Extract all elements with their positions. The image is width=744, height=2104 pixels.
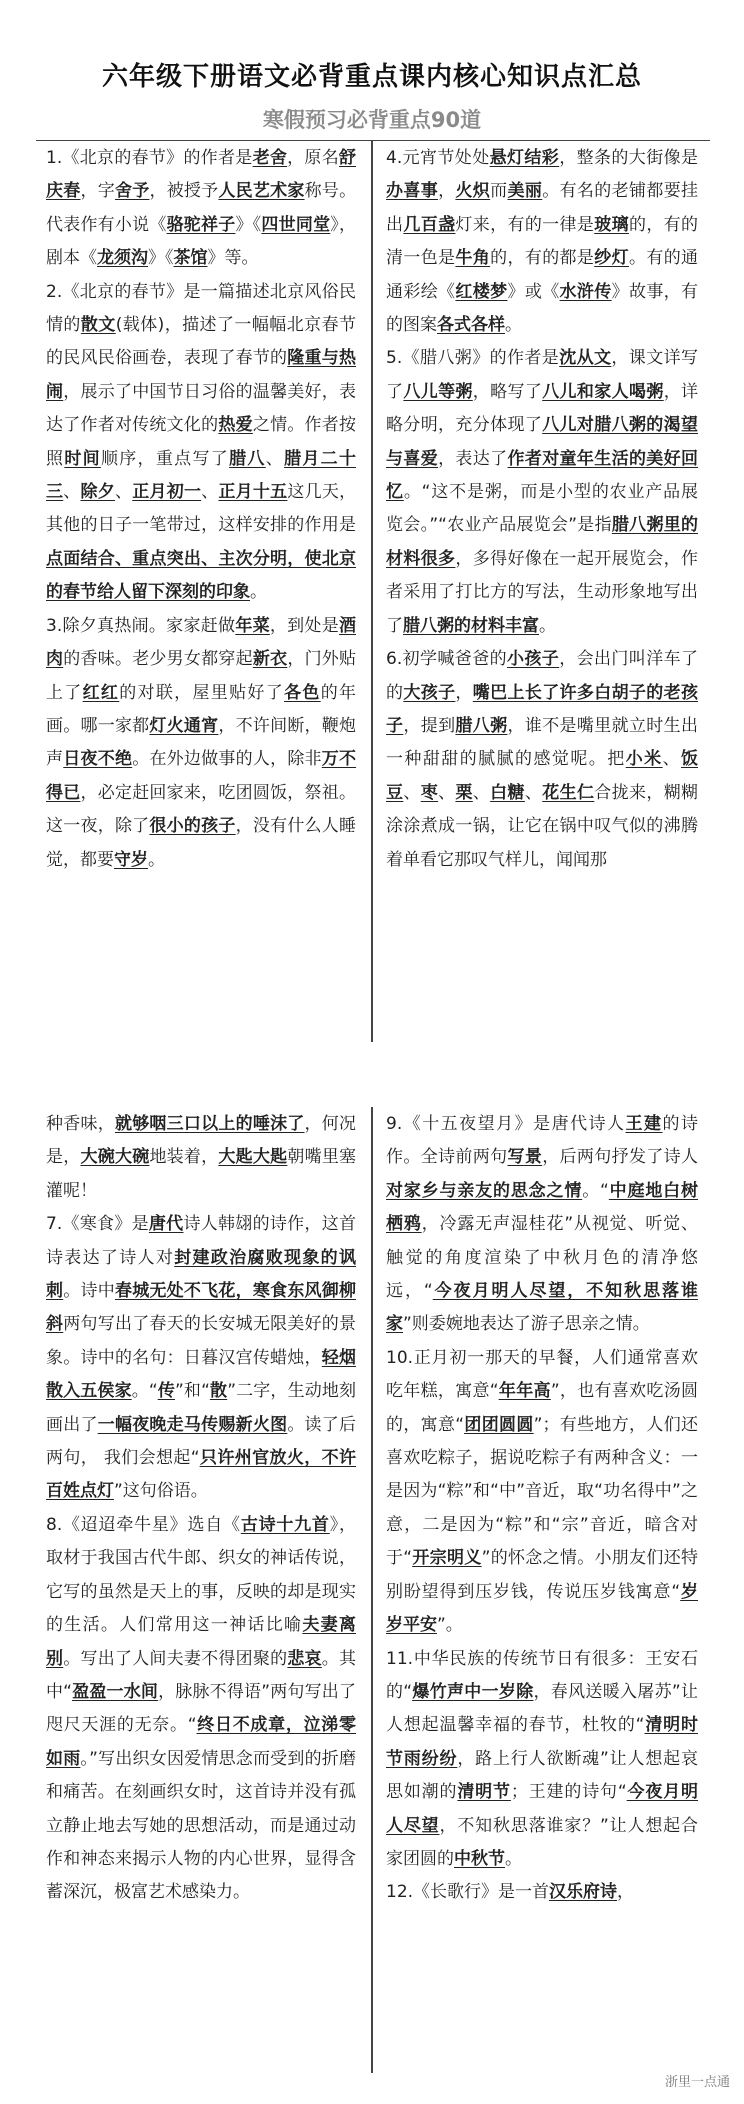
paragraph bbox=[386, 142, 698, 342]
key-point: 红红 bbox=[82, 682, 120, 703]
text-run: 》等。 bbox=[207, 248, 259, 269]
text-run: ，原名 bbox=[287, 148, 339, 168]
text-run: ， bbox=[438, 181, 456, 202]
text-run: 、 bbox=[472, 782, 491, 803]
key-point: 大孩子 bbox=[403, 682, 456, 703]
text-run: 。读了后两句， 我们会想起“ bbox=[46, 1414, 357, 1469]
text-run: 、 bbox=[265, 448, 285, 469]
key-point: 正月十五 bbox=[218, 482, 288, 503]
text-run: 。有名的老铺都要挂出 bbox=[386, 181, 699, 235]
key-point: 老舍 bbox=[252, 148, 288, 168]
key-point: 几百盏 bbox=[403, 214, 456, 235]
key-point: 盈盈一水间 bbox=[72, 1681, 159, 1702]
key-point: 古诗十九首 bbox=[240, 1514, 330, 1535]
key-point: 各色 bbox=[284, 682, 321, 703]
text-run: 。有的通通彩绘《 bbox=[386, 248, 699, 302]
key-point: 时间 bbox=[64, 448, 101, 469]
text-run: ，不知秋思落谁家？”让人想起合家团圆的 bbox=[386, 1815, 699, 1869]
text-run: 5.《腊八粥》的作者是 bbox=[386, 348, 560, 369]
text-run: 。“ bbox=[582, 1180, 609, 1201]
text-run: 。 bbox=[250, 582, 267, 603]
text-run: ，没有什么人睡觉，都要 bbox=[46, 816, 357, 870]
text-run: ”和“ bbox=[174, 1381, 210, 1402]
text-run: 而 bbox=[490, 181, 508, 202]
text-run: ，会出门叫洋车了的 bbox=[386, 649, 699, 703]
text-run: 2.《北京的春节》是一篇描述北京风俗民情的 bbox=[46, 281, 356, 336]
text-run: 、 bbox=[662, 749, 681, 770]
text-run: 诗人韩翃的诗作，这首诗表达了诗人对 bbox=[46, 1214, 356, 1268]
key-point: 火炽 bbox=[455, 181, 491, 202]
key-point: 守岁 bbox=[114, 849, 148, 870]
text-run: 地装着， bbox=[149, 1147, 219, 1168]
key-point: 骆驼祥子 bbox=[166, 214, 236, 235]
text-run: ，门外贴上了 bbox=[46, 649, 357, 703]
text-run: ，不许间断，鞭炮声 bbox=[46, 715, 357, 770]
text-run: ”则委婉地表达了游子思亲之情。 bbox=[403, 1314, 650, 1335]
text-run: 。 bbox=[505, 1848, 522, 1869]
key-point: 人民艺术家 bbox=[218, 181, 305, 202]
key-point: 热爱 bbox=[218, 415, 253, 436]
page-break-gap bbox=[0, 1042, 744, 1107]
text-run: 11.中华民族的传统节日有很多：王安石的“ bbox=[386, 1648, 698, 1702]
text-run: 、 bbox=[438, 782, 456, 803]
text-run: ，后两句抒发了诗人 bbox=[542, 1147, 699, 1168]
text-run: 灯来，有的一律是 bbox=[455, 214, 595, 235]
key-point: 点面结合、重点突出、主次分明，使北京的春节给人留下深刻的印象 bbox=[46, 548, 356, 603]
text-run: 》《 bbox=[148, 248, 174, 269]
key-point: 灯火通宵 bbox=[149, 715, 219, 736]
text-run: 。“这不是粥，而是小型的农业产品展览会。”“农业产品展览会”是指 bbox=[386, 482, 699, 536]
key-point: 年菜 bbox=[235, 615, 270, 636]
text-run: ， bbox=[455, 682, 473, 703]
text-run: 朝嘴里塞灌呢！ bbox=[46, 1147, 357, 1201]
text-run: 。写出了人间夫妻不得团聚的 bbox=[63, 1648, 288, 1669]
key-point: 枣 bbox=[420, 782, 439, 803]
key-point: 纱灯 bbox=[594, 248, 629, 269]
text-run: ，详略分明，充分体现了 bbox=[386, 381, 699, 436]
text-run: 的对联，屋里贴好了 bbox=[119, 682, 285, 703]
text-run: 这几天，其他的日子一笔带过，这样安排的作用是 bbox=[46, 482, 357, 536]
key-point: 腊八粥的材料丰富 bbox=[403, 615, 539, 636]
text-run: 、 bbox=[114, 482, 133, 503]
text-run: 8.《迢迢牵牛星》选自《 bbox=[46, 1514, 241, 1535]
paragraph bbox=[386, 1876, 698, 1909]
key-point: 唐代 bbox=[148, 1214, 184, 1235]
paragraph bbox=[46, 1108, 356, 1208]
key-point: 轻烟散入五侯家 bbox=[46, 1347, 357, 1402]
column-divider-top bbox=[371, 140, 373, 1042]
text-run: 的诗作。全诗前两句 bbox=[386, 1114, 699, 1168]
key-point: 大匙大匙 bbox=[218, 1147, 288, 1168]
paragraph bbox=[386, 1342, 698, 1643]
key-point: 今夜月明人尽望 bbox=[386, 1782, 699, 1836]
text-run: ，整条的大街像是 bbox=[559, 148, 698, 168]
paragraph bbox=[46, 142, 356, 276]
key-point: 舒庆春 bbox=[46, 148, 356, 202]
text-run: ，字 bbox=[80, 181, 115, 202]
watermark: 浙里一点通 bbox=[664, 2075, 730, 2090]
text-run: ”二字，生动地刻画出了 bbox=[46, 1381, 357, 1435]
key-point: 对家乡与亲友的思念之情 bbox=[386, 1180, 583, 1201]
text-run: ”；有些地方，人们还喜欢吃粽子，据说吃粽子有两种含义：一是因为“粽”和“中”音近，取“功名得中”之意，二是因为“粽”和“宗”音近，暗含对于“ bbox=[386, 1414, 699, 1569]
key-point: 大碗大碗 bbox=[80, 1147, 150, 1168]
text-run: 10.正月初一那天的早餐，人们通常喜欢吃年糕，寓意“ bbox=[386, 1347, 698, 1402]
key-point: 岁岁平安 bbox=[386, 1581, 699, 1636]
page-title: 六年级下册语文必背重点课内核心知识点汇总 bbox=[101, 62, 642, 92]
key-point: 腊八粥 bbox=[455, 715, 508, 736]
key-point: 夫妻离别 bbox=[46, 1615, 356, 1669]
text-run: 。其中“ bbox=[46, 1648, 357, 1702]
key-point: 散 bbox=[209, 1381, 228, 1402]
key-point: 开宗明义 bbox=[412, 1548, 482, 1569]
text-run: 的，有的清一色是 bbox=[386, 214, 699, 269]
text-run: ”的怀念之情。小朋友们还特别盼望得到压岁钱，传说压岁钱寓意“ bbox=[386, 1548, 698, 1602]
text-run: 之情。作者按照 bbox=[46, 415, 357, 469]
key-point: 小米 bbox=[625, 749, 663, 770]
paragraph bbox=[386, 342, 698, 643]
key-point: 酒肉 bbox=[46, 615, 356, 670]
key-point: 水浒传 bbox=[559, 281, 612, 302]
text-run: 、 bbox=[201, 482, 219, 503]
paragraph bbox=[386, 643, 698, 877]
text-run: ，课文详写了 bbox=[386, 348, 698, 402]
top-rule bbox=[36, 140, 710, 141]
text-run: 。 bbox=[148, 849, 165, 870]
text-run: ”，也有喜欢吃汤圆的，寓意“ bbox=[386, 1381, 699, 1435]
text-run: ，路上行人欲断魂”让人想起哀思如潮的 bbox=[386, 1748, 698, 1803]
bottom-left-column bbox=[46, 1108, 356, 1910]
key-point: 红楼梦 bbox=[455, 281, 508, 302]
key-point: 王建 bbox=[625, 1114, 663, 1134]
top-right-column bbox=[386, 142, 698, 877]
text-run: 。“ bbox=[131, 1381, 158, 1402]
text-run: 。”写出织女因爱情思念而受到的折磨和痛苦。在刻画织女时，这首诗并没有孤立静止地去写她的思想活动，而是通过动作和神态来揭示人物的内心世界，显得含蓄深沉，极富艺术感染力。 bbox=[46, 1748, 357, 1903]
key-point: 正月初一 bbox=[132, 482, 202, 503]
key-point: 花生仁 bbox=[542, 782, 595, 803]
key-point: 舍予 bbox=[114, 181, 150, 202]
key-point: 年年高 bbox=[498, 1381, 551, 1402]
key-point: 嘴巴上长了许多白胡子的老孩子 bbox=[386, 682, 699, 736]
key-point: 沈从文 bbox=[559, 348, 612, 369]
text-run: 12.《长歌行》是一首 bbox=[386, 1882, 550, 1903]
column-divider-bottom bbox=[371, 1107, 373, 2073]
key-point: 爆竹声中一岁除 bbox=[412, 1681, 534, 1702]
key-point: 腊八粥里的材料很多 bbox=[386, 515, 699, 569]
text-run: 、 bbox=[63, 482, 81, 503]
text-run: 、 bbox=[524, 782, 543, 803]
key-point: 栗 bbox=[455, 782, 473, 803]
text-run: ，提到 bbox=[403, 715, 456, 736]
text-run: ”。 bbox=[437, 1615, 463, 1636]
key-point: 清明节 bbox=[457, 1782, 511, 1803]
text-run: 、 bbox=[403, 782, 421, 803]
key-point: 除夕 bbox=[80, 482, 115, 503]
key-point: 春城无处不飞花，寒食东风御柳斜 bbox=[46, 1281, 357, 1335]
key-point: 只许州官放火，不许百姓点灯 bbox=[46, 1448, 356, 1502]
paragraph bbox=[46, 1208, 356, 1509]
key-point: 龙须沟 bbox=[97, 248, 148, 269]
text-run: ，略写了 bbox=[472, 381, 543, 402]
text-run: ，表达了 bbox=[438, 448, 508, 469]
text-run: 。诗中 bbox=[63, 1281, 115, 1302]
key-point: 四世同堂 bbox=[261, 214, 331, 235]
text-run: 3.除夕真热闹。家家赶做 bbox=[46, 615, 236, 636]
text-run: 7.《寒食》是 bbox=[46, 1214, 149, 1235]
text-run: ，到处是 bbox=[269, 615, 339, 636]
text-run: 1.《北京的春节》的作者是 bbox=[46, 148, 253, 168]
paragraph bbox=[386, 1108, 698, 1342]
key-point: 日夜不绝 bbox=[63, 749, 133, 770]
text-run: ，必定赶回家来，吃团圆饭，祭祖。这一夜，除了 bbox=[46, 782, 357, 837]
text-run: 》，剧本《 bbox=[46, 214, 357, 269]
text-run: 。在外边做事的人，除非 bbox=[132, 749, 322, 770]
key-point: 腊月二十三 bbox=[46, 448, 356, 503]
key-point: 今夜月明人尽望，不知秋思落谁家 bbox=[386, 1281, 699, 1335]
text-run: ，谁不是嘴里就立时生出一种甜甜的腻腻的感觉呢。把 bbox=[386, 715, 699, 770]
key-point: 就够咽三口以上的唾沫了 bbox=[114, 1114, 305, 1134]
text-run: 两句写出了春天的长安城无限美好的景象。诗中的名句：日暮汉宫传蜡烛， bbox=[46, 1314, 357, 1368]
text-run: ；王建的诗句“ bbox=[510, 1782, 627, 1803]
text-run: (载体)，描述了一幅幅北京春节的民风民俗画卷，表现了春节的 bbox=[46, 315, 356, 369]
text-run: 称号。代表作有小说《 bbox=[46, 181, 357, 235]
text-run: 》《 bbox=[235, 214, 262, 235]
text-run: 。 bbox=[539, 615, 556, 636]
key-point: 隆重与热闹 bbox=[46, 348, 357, 402]
paragraph bbox=[46, 1509, 356, 1910]
key-point: 各式各样 bbox=[437, 315, 505, 336]
key-point: 茶馆 bbox=[173, 248, 208, 269]
key-point: 饭豆 bbox=[386, 749, 698, 803]
text-run: ，冷露无声湿桂花”从视觉、听觉、触觉的角度渲染了中秋月色的清净悠远，“ bbox=[386, 1214, 698, 1302]
key-point: 小孩子 bbox=[507, 649, 560, 670]
key-point: 悬灯结彩 bbox=[489, 148, 560, 168]
key-point: 悲哀 bbox=[287, 1648, 322, 1669]
key-point: 作者对童年生活的美好回忆 bbox=[386, 448, 699, 503]
key-point: 办喜事 bbox=[386, 181, 439, 202]
text-run: 。 bbox=[505, 315, 522, 336]
key-point: 清明时节雨纷纷 bbox=[386, 1715, 699, 1769]
text-run: ， bbox=[617, 1882, 635, 1903]
key-point: 传 bbox=[157, 1381, 175, 1402]
key-point: 八儿和家人喝粥 bbox=[542, 381, 664, 402]
key-point: 新衣 bbox=[252, 649, 288, 670]
paragraph bbox=[386, 1643, 698, 1877]
key-point: 万不得已 bbox=[46, 749, 357, 803]
text-run: 》或《 bbox=[507, 281, 560, 302]
key-point: 终日不成章，泣涕零如雨 bbox=[46, 1715, 356, 1769]
key-point: 团团圆圆 bbox=[464, 1414, 534, 1435]
key-point: 八儿等粥 bbox=[403, 381, 473, 402]
key-point: 封建政治腐败现象的讽刺 bbox=[46, 1247, 356, 1302]
text-run: 6.初学喊爸爸的 bbox=[386, 649, 508, 670]
paragraph bbox=[46, 276, 356, 610]
top-left-column bbox=[46, 142, 356, 877]
key-point: 白糖 bbox=[490, 782, 525, 803]
key-point: 散文 bbox=[80, 315, 116, 336]
key-point: 汉乐府诗 bbox=[549, 1882, 618, 1903]
text-run: ，何况是， bbox=[46, 1114, 357, 1168]
key-point: 中秋节 bbox=[454, 1848, 505, 1869]
key-point: 牛角 bbox=[455, 248, 491, 269]
text-run: 的，有的都是 bbox=[490, 248, 595, 269]
text-run: ，多得好像在一起开展览会，作者采用了打比方的写法，生动形象地写出了 bbox=[386, 548, 699, 636]
paragraph bbox=[46, 610, 356, 877]
text-run: ，脉脉不得语”两句写出了咫尺天涯的无奈。“ bbox=[46, 1681, 356, 1736]
key-point: 很小的孩子 bbox=[149, 816, 236, 837]
text-run: 合拢来，糊糊涂涂煮成一锅，让它在锅中叹气似的沸腾着单看它那叹气样儿，闻闻那 bbox=[386, 782, 699, 870]
text-run: 顺序，重点写了 bbox=[100, 448, 230, 469]
text-run: 》故事，有的图案 bbox=[386, 281, 699, 336]
text-run: 种香味， bbox=[46, 1114, 115, 1134]
text-run: 的香味。老少男女都穿起 bbox=[63, 649, 253, 670]
text-run: 的年画。哪一家都 bbox=[46, 682, 356, 736]
text-run: ”这句俗语。 bbox=[114, 1481, 208, 1502]
text-run: 》，取材于我国古代牛郎、织女的神话传说，它写的虽然是天上的事，反映的却是现实的生活。人们常用这一神话比喻 bbox=[46, 1514, 356, 1636]
key-point: 腊八 bbox=[229, 448, 266, 469]
page-subtitle: 寒假预习必背重点90道 bbox=[262, 108, 482, 132]
text-run: 4.元宵节处处 bbox=[386, 148, 490, 168]
key-point: 一幅夜晚走马传赐新火图 bbox=[97, 1414, 288, 1435]
key-point: 美丽 bbox=[507, 181, 543, 202]
bottom-right-column bbox=[386, 1108, 698, 1910]
key-point: 玻璃 bbox=[594, 214, 629, 235]
text-run: ，被授予 bbox=[149, 181, 219, 202]
key-point: 中庭地白树栖鸦 bbox=[386, 1180, 699, 1235]
key-point: 写景 bbox=[507, 1147, 543, 1168]
text-run: 9.《十五夜望月》是唐代诗人 bbox=[386, 1114, 626, 1134]
text-run: ，展示了中国节日习俗的温馨美好，表达了作者对传统文化的 bbox=[46, 381, 357, 436]
text-run: ，春风送暖入屠苏”让人想起温馨幸福的春节，杜牧的“ bbox=[386, 1681, 698, 1736]
key-point: 八儿对腊八粥的渴望与喜爱 bbox=[386, 415, 699, 469]
